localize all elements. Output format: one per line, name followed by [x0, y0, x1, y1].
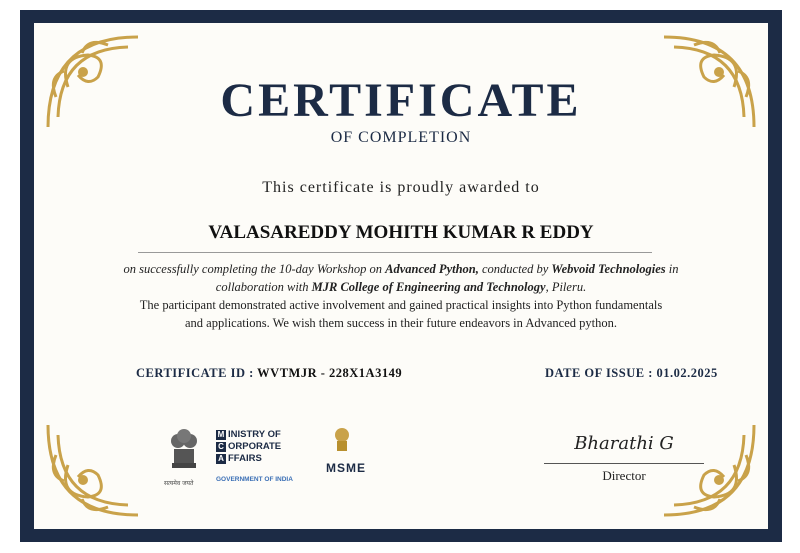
gold-ornament-bottom-left	[38, 415, 148, 525]
body-line-4: and applications. We wish them success in their future endeavors in Advanced python.	[185, 316, 617, 330]
line1-post: in	[665, 262, 679, 276]
msme-logo-text: MSME	[326, 461, 366, 475]
line1-text: on successfully completing the 10-day Workshop on	[123, 262, 386, 276]
msme-emblem-icon	[332, 425, 352, 455]
national-emblem-icon	[164, 423, 204, 481]
name-underline	[138, 252, 652, 253]
mca-letter-a: A	[216, 454, 226, 464]
certificate-paper	[34, 23, 768, 529]
mca-letter-c: C	[216, 442, 226, 452]
certificate-id	[136, 366, 402, 381]
body-line-1	[34, 262, 768, 277]
mca-line-2: ORPORATE	[228, 441, 282, 452]
signature-line	[544, 463, 704, 464]
line2-text: collaboration with	[215, 280, 312, 294]
signature: Bharathi G	[574, 433, 674, 454]
date-label: DATE OF ISSUE :	[545, 366, 657, 380]
signatory-title: Director	[602, 468, 646, 483]
line2-post: , Pileru.	[545, 280, 587, 294]
organizer-name: Webvoid Technologies	[551, 262, 666, 276]
mca-government-text: GOVERNMENT OF INDIA	[216, 476, 293, 483]
recipient-name: VALASAREDDY MOHITH KUMAR R EDDY	[208, 222, 594, 243]
mca-logo-text	[216, 429, 281, 465]
date-value: 01.02.2025	[656, 366, 718, 380]
certificate-id-value: WVTMJR - 228X1A3149	[257, 366, 403, 380]
certificate-title: CERTIFICATE	[220, 74, 582, 127]
certificate-subtitle: OF COMPLETION	[330, 129, 472, 146]
course-name: Advanced Python,	[385, 262, 479, 276]
body-line-3: The participant demonstrated active involvement and gained practical insights into Python fundamentals	[139, 298, 663, 312]
body-line-2	[34, 280, 768, 295]
certificate-id-label: CERTIFICATE ID :	[136, 366, 258, 380]
certificate-frame	[20, 10, 782, 542]
date-of-issue	[545, 366, 718, 381]
awarded-text: This certificate is proudly awarded to	[262, 179, 540, 196]
line1-mid: conducted by	[478, 262, 552, 276]
college-name: MJR College of Engineering and Technology	[311, 280, 546, 294]
emblem-caption: सत्यमेव जयते	[164, 480, 194, 487]
mca-line-3: FFAIRS	[228, 453, 262, 464]
logos-group	[164, 423, 384, 493]
mca-line-1: INISTRY OF	[228, 429, 281, 440]
mca-letter-m: M	[217, 430, 225, 439]
